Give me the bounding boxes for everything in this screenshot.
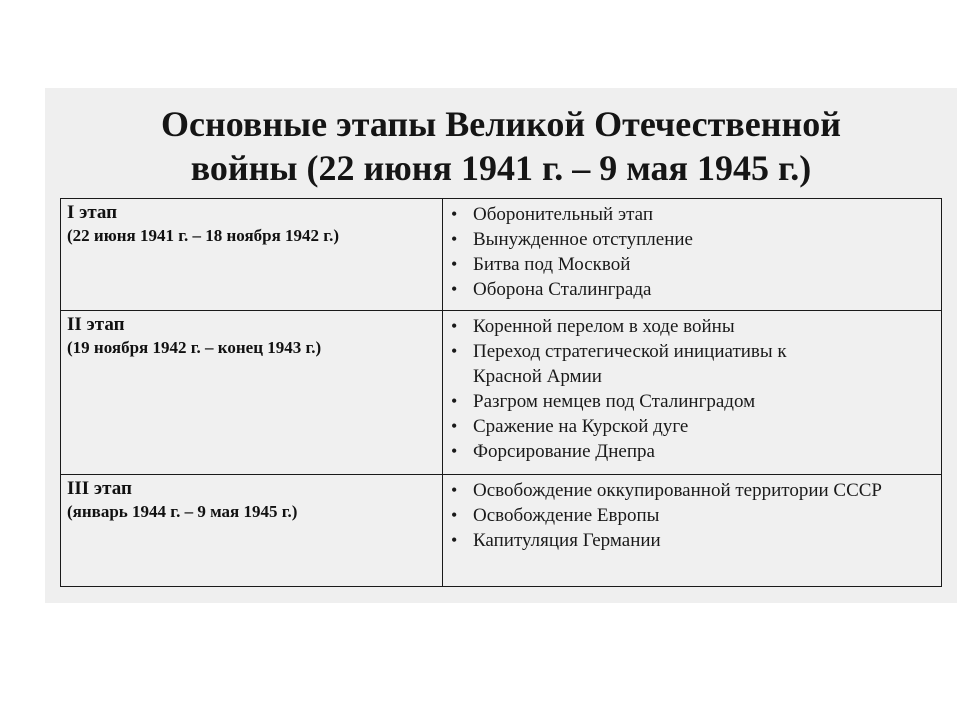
table-row-stage-3 bbox=[61, 475, 942, 587]
list-item: • Коренной перелом в ходе войны bbox=[473, 314, 935, 339]
slide-title bbox=[45, 102, 957, 190]
list-item: • Оборона Сталинграда bbox=[473, 277, 935, 302]
title-line-2: войны (22 июня 1941 г. – 9 мая 1945 г.) bbox=[190, 148, 812, 188]
stage-dates: (19 ноября 1942 г. – конец 1943 г.) bbox=[67, 338, 322, 357]
list-item: • Вынужденное отступление bbox=[473, 227, 935, 252]
stages-table bbox=[60, 198, 942, 587]
events-cell bbox=[443, 475, 942, 587]
list-item: • Капитуляция Германии bbox=[473, 528, 935, 553]
stage-name: I этап bbox=[67, 202, 118, 223]
stage-name: III этап bbox=[67, 478, 132, 499]
list-item: • Переход стратегической инициативы к Красной Армии bbox=[473, 339, 935, 389]
events-list bbox=[449, 314, 935, 464]
events-list bbox=[449, 478, 935, 553]
slide-panel bbox=[45, 88, 957, 603]
list-item: • Форсирование Днепра bbox=[473, 439, 935, 464]
list-item: • Освобождение Европы bbox=[473, 503, 935, 528]
stage-cell bbox=[61, 199, 443, 311]
list-item: • Сражение на Курской дуге bbox=[473, 414, 935, 439]
table-row-stage-2 bbox=[61, 311, 942, 475]
stage-dates: (январь 1944 г. – 9 мая 1945 г.) bbox=[67, 502, 298, 521]
table-row-stage-1 bbox=[61, 199, 942, 311]
list-item: • Освобождение оккупированной территории СССР bbox=[473, 478, 935, 503]
stage-name: II этап bbox=[67, 314, 125, 335]
stage-dates: (22 июня 1941 г. – 18 ноября 1942 г.) bbox=[67, 226, 340, 245]
events-list bbox=[449, 202, 935, 302]
stage-cell bbox=[61, 311, 443, 475]
events-cell bbox=[443, 311, 942, 475]
list-item: • Оборонительный этап bbox=[473, 202, 935, 227]
list-item: • Битва под Москвой bbox=[473, 252, 935, 277]
stage-cell bbox=[61, 475, 443, 587]
list-item: • Разгром немцев под Сталинградом bbox=[473, 389, 935, 414]
title-line-1: Основные этапы Великой Отечественной bbox=[161, 104, 841, 144]
events-cell bbox=[443, 199, 942, 311]
